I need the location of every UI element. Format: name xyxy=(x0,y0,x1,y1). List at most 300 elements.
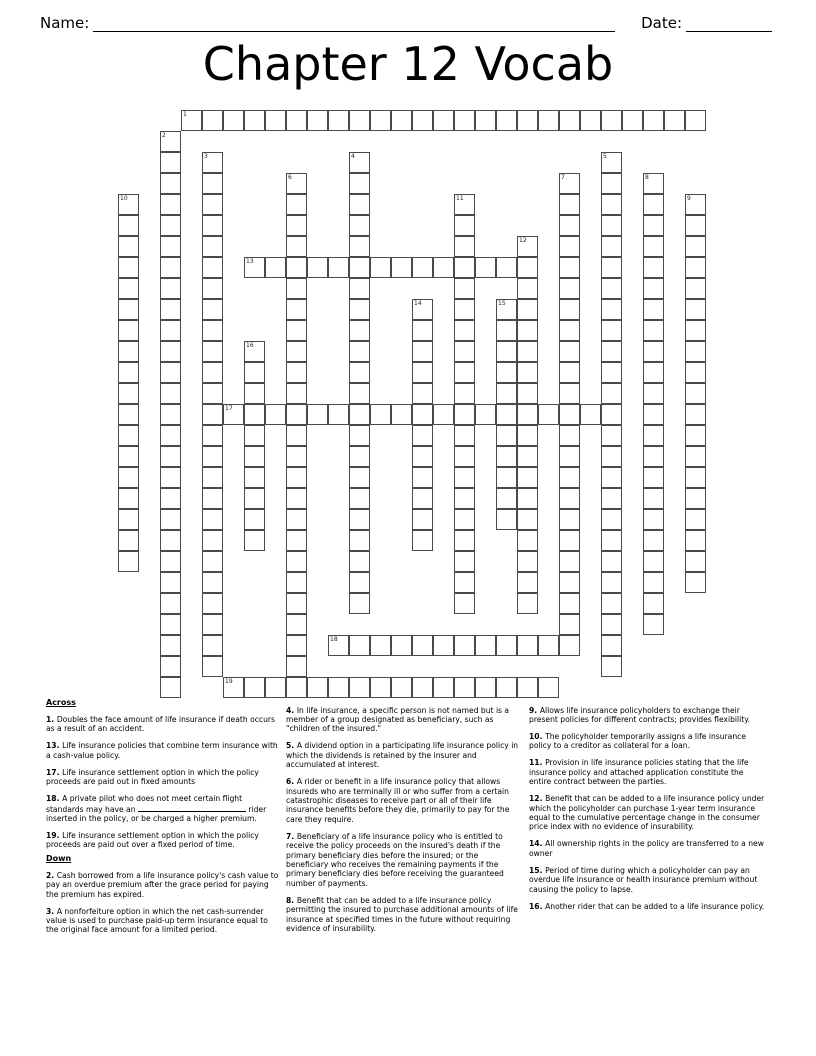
crossword-cell[interactable] xyxy=(475,404,496,425)
crossword-cell[interactable] xyxy=(349,362,370,383)
crossword-cell[interactable] xyxy=(685,278,706,299)
crossword-cell[interactable] xyxy=(496,488,517,509)
crossword-cell[interactable] xyxy=(580,110,601,131)
crossword-cell[interactable] xyxy=(286,614,307,635)
crossword-cell[interactable] xyxy=(685,425,706,446)
crossword-cell[interactable] xyxy=(412,425,433,446)
crossword-cell[interactable] xyxy=(517,509,538,530)
crossword-cell[interactable] xyxy=(160,530,181,551)
crossword-cell[interactable] xyxy=(559,362,580,383)
crossword-cell[interactable] xyxy=(412,635,433,656)
crossword-cell[interactable] xyxy=(160,320,181,341)
crossword-cell[interactable] xyxy=(454,362,475,383)
crossword-cell[interactable] xyxy=(454,404,475,425)
crossword-cell[interactable] xyxy=(517,635,538,656)
crossword-cell[interactable] xyxy=(454,299,475,320)
crossword-cell[interactable] xyxy=(223,404,244,425)
crossword-cell[interactable] xyxy=(286,530,307,551)
crossword-cell[interactable] xyxy=(601,572,622,593)
crossword-cell[interactable] xyxy=(643,194,664,215)
crossword-cell[interactable] xyxy=(286,173,307,194)
crossword-cell[interactable] xyxy=(601,635,622,656)
crossword-cell[interactable] xyxy=(517,341,538,362)
crossword-cell[interactable] xyxy=(643,509,664,530)
crossword-cell[interactable] xyxy=(349,341,370,362)
crossword-cell[interactable] xyxy=(265,257,286,278)
crossword-cell[interactable] xyxy=(559,341,580,362)
crossword-cell[interactable] xyxy=(118,299,139,320)
crossword-cell[interactable] xyxy=(601,488,622,509)
crossword-cell[interactable] xyxy=(496,677,517,698)
crossword-cell[interactable] xyxy=(517,404,538,425)
crossword-cell[interactable] xyxy=(286,299,307,320)
crossword-cell[interactable] xyxy=(496,362,517,383)
crossword-cell[interactable] xyxy=(601,404,622,425)
crossword-cell[interactable] xyxy=(643,572,664,593)
crossword-cell[interactable] xyxy=(685,110,706,131)
crossword-cell[interactable] xyxy=(538,404,559,425)
crossword-cell[interactable] xyxy=(328,110,349,131)
crossword-cell[interactable] xyxy=(601,299,622,320)
crossword-cell[interactable] xyxy=(559,278,580,299)
crossword-cell[interactable] xyxy=(601,593,622,614)
crossword-cell[interactable] xyxy=(118,236,139,257)
crossword-cell[interactable] xyxy=(118,530,139,551)
crossword-cell[interactable] xyxy=(622,110,643,131)
crossword-cell[interactable] xyxy=(517,362,538,383)
crossword-cell[interactable] xyxy=(349,635,370,656)
crossword-cell[interactable] xyxy=(433,110,454,131)
crossword-cell[interactable] xyxy=(643,530,664,551)
crossword-cell[interactable] xyxy=(685,404,706,425)
crossword-cell[interactable] xyxy=(202,194,223,215)
crossword-cell[interactable] xyxy=(160,257,181,278)
crossword-cell[interactable] xyxy=(643,446,664,467)
crossword-cell[interactable] xyxy=(454,257,475,278)
crossword-cell[interactable] xyxy=(223,110,244,131)
crossword-cell[interactable] xyxy=(244,404,265,425)
crossword-cell[interactable] xyxy=(685,194,706,215)
crossword-cell[interactable] xyxy=(559,635,580,656)
crossword-cell[interactable] xyxy=(202,110,223,131)
crossword-cell[interactable] xyxy=(601,194,622,215)
crossword-cell[interactable] xyxy=(412,677,433,698)
crossword-cell[interactable] xyxy=(559,593,580,614)
crossword-cell[interactable] xyxy=(349,173,370,194)
crossword-cell[interactable] xyxy=(559,572,580,593)
crossword-cell[interactable] xyxy=(412,467,433,488)
crossword-cell[interactable] xyxy=(454,110,475,131)
crossword-cell[interactable] xyxy=(643,299,664,320)
crossword-cell[interactable] xyxy=(643,614,664,635)
crossword-cell[interactable] xyxy=(496,467,517,488)
crossword-cell[interactable] xyxy=(643,173,664,194)
crossword-cell[interactable] xyxy=(559,257,580,278)
crossword-cell[interactable] xyxy=(265,404,286,425)
crossword-cell[interactable] xyxy=(559,299,580,320)
crossword-cell[interactable] xyxy=(202,509,223,530)
crossword-cell[interactable] xyxy=(433,677,454,698)
crossword-cell[interactable] xyxy=(685,551,706,572)
crossword-cell[interactable] xyxy=(118,425,139,446)
crossword-cell[interactable] xyxy=(475,257,496,278)
crossword-cell[interactable] xyxy=(601,530,622,551)
crossword-cell[interactable] xyxy=(202,446,223,467)
crossword-cell[interactable] xyxy=(370,404,391,425)
crossword-cell[interactable] xyxy=(559,446,580,467)
crossword-cell[interactable] xyxy=(643,341,664,362)
crossword-cell[interactable] xyxy=(685,215,706,236)
crossword-cell[interactable] xyxy=(349,257,370,278)
crossword-cell[interactable] xyxy=(118,383,139,404)
crossword-cell[interactable] xyxy=(307,404,328,425)
crossword-cell[interactable] xyxy=(601,110,622,131)
crossword-cell[interactable] xyxy=(160,278,181,299)
crossword-cell[interactable] xyxy=(496,299,517,320)
crossword-cell[interactable] xyxy=(601,383,622,404)
crossword-cell[interactable] xyxy=(538,110,559,131)
crossword-cell[interactable] xyxy=(160,236,181,257)
crossword-cell[interactable] xyxy=(349,215,370,236)
crossword-cell[interactable] xyxy=(286,593,307,614)
crossword-cell[interactable] xyxy=(580,404,601,425)
crossword-cell[interactable] xyxy=(160,467,181,488)
crossword-cell[interactable] xyxy=(454,425,475,446)
crossword-cell[interactable] xyxy=(517,551,538,572)
crossword-cell[interactable] xyxy=(643,236,664,257)
crossword-cell[interactable] xyxy=(118,194,139,215)
crossword-cell[interactable] xyxy=(643,425,664,446)
crossword-cell[interactable] xyxy=(286,656,307,677)
crossword-cell[interactable] xyxy=(307,257,328,278)
crossword-cell[interactable] xyxy=(202,551,223,572)
crossword-cell[interactable] xyxy=(454,194,475,215)
crossword-cell[interactable] xyxy=(643,593,664,614)
crossword-cell[interactable] xyxy=(370,257,391,278)
crossword-cell[interactable] xyxy=(601,236,622,257)
crossword-cell[interactable] xyxy=(286,446,307,467)
crossword-cell[interactable] xyxy=(349,404,370,425)
crossword-cell[interactable] xyxy=(601,152,622,173)
crossword-cell[interactable] xyxy=(475,635,496,656)
crossword-cell[interactable] xyxy=(412,404,433,425)
crossword-cell[interactable] xyxy=(517,110,538,131)
crossword-cell[interactable] xyxy=(412,341,433,362)
crossword-cell[interactable] xyxy=(454,383,475,404)
crossword-cell[interactable] xyxy=(412,299,433,320)
crossword-cell[interactable] xyxy=(202,278,223,299)
crossword-cell[interactable] xyxy=(244,446,265,467)
crossword-cell[interactable] xyxy=(244,110,265,131)
crossword-cell[interactable] xyxy=(286,257,307,278)
crossword-cell[interactable] xyxy=(118,467,139,488)
crossword-cell[interactable] xyxy=(118,320,139,341)
crossword-cell[interactable] xyxy=(454,320,475,341)
crossword-cell[interactable] xyxy=(244,467,265,488)
crossword-cell[interactable] xyxy=(643,467,664,488)
crossword-cell[interactable] xyxy=(685,362,706,383)
crossword-cell[interactable] xyxy=(517,278,538,299)
crossword-cell[interactable] xyxy=(328,635,349,656)
crossword-cell[interactable] xyxy=(601,425,622,446)
crossword-cell[interactable] xyxy=(286,572,307,593)
crossword-cell[interactable] xyxy=(202,173,223,194)
crossword-cell[interactable] xyxy=(685,383,706,404)
crossword-cell[interactable] xyxy=(496,404,517,425)
crossword-cell[interactable] xyxy=(349,446,370,467)
crossword-cell[interactable] xyxy=(202,341,223,362)
crossword-cell[interactable] xyxy=(685,299,706,320)
crossword-cell[interactable] xyxy=(328,404,349,425)
crossword-cell[interactable] xyxy=(118,362,139,383)
crossword-cell[interactable] xyxy=(202,614,223,635)
crossword-cell[interactable] xyxy=(433,635,454,656)
crossword-cell[interactable] xyxy=(496,257,517,278)
crossword-cell[interactable] xyxy=(160,551,181,572)
crossword-cell[interactable] xyxy=(244,257,265,278)
crossword-cell[interactable] xyxy=(643,488,664,509)
crossword-cell[interactable] xyxy=(286,383,307,404)
crossword-cell[interactable] xyxy=(454,635,475,656)
crossword-cell[interactable] xyxy=(517,299,538,320)
name-blank-line[interactable] xyxy=(93,16,615,32)
crossword-cell[interactable] xyxy=(160,425,181,446)
crossword-cell[interactable] xyxy=(202,299,223,320)
date-blank-line[interactable] xyxy=(686,16,772,32)
crossword-cell[interactable] xyxy=(202,152,223,173)
crossword-cell[interactable] xyxy=(559,509,580,530)
crossword-cell[interactable] xyxy=(118,509,139,530)
crossword-cell[interactable] xyxy=(391,110,412,131)
crossword-cell[interactable] xyxy=(391,404,412,425)
crossword-cell[interactable] xyxy=(412,362,433,383)
crossword-cell[interactable] xyxy=(643,362,664,383)
crossword-cell[interactable] xyxy=(286,362,307,383)
crossword-cell[interactable] xyxy=(412,446,433,467)
crossword-cell[interactable] xyxy=(244,509,265,530)
crossword-cell[interactable] xyxy=(517,530,538,551)
crossword-cell[interactable] xyxy=(601,341,622,362)
crossword-cell[interactable] xyxy=(685,446,706,467)
crossword-cell[interactable] xyxy=(496,383,517,404)
crossword-cell[interactable] xyxy=(412,509,433,530)
crossword-cell[interactable] xyxy=(559,467,580,488)
crossword-cell[interactable] xyxy=(517,425,538,446)
crossword-cell[interactable] xyxy=(685,257,706,278)
crossword-cell[interactable] xyxy=(349,572,370,593)
crossword-cell[interactable] xyxy=(433,404,454,425)
crossword-cell[interactable] xyxy=(202,236,223,257)
crossword-cell[interactable] xyxy=(454,572,475,593)
crossword-cell[interactable] xyxy=(349,467,370,488)
crossword-cell[interactable] xyxy=(160,383,181,404)
crossword-cell[interactable] xyxy=(328,257,349,278)
crossword-cell[interactable] xyxy=(454,593,475,614)
crossword-cell[interactable] xyxy=(160,446,181,467)
crossword-cell[interactable] xyxy=(538,677,559,698)
crossword-cell[interactable] xyxy=(643,404,664,425)
crossword-cell[interactable] xyxy=(160,509,181,530)
crossword-cell[interactable] xyxy=(643,278,664,299)
crossword-cell[interactable] xyxy=(454,467,475,488)
crossword-cell[interactable] xyxy=(265,677,286,698)
crossword-cell[interactable] xyxy=(349,299,370,320)
crossword-cell[interactable] xyxy=(517,677,538,698)
crossword-cell[interactable] xyxy=(517,446,538,467)
crossword-cell[interactable] xyxy=(349,593,370,614)
crossword-cell[interactable] xyxy=(349,110,370,131)
crossword-cell[interactable] xyxy=(496,110,517,131)
crossword-cell[interactable] xyxy=(370,635,391,656)
crossword-cell[interactable] xyxy=(160,593,181,614)
crossword-cell[interactable] xyxy=(559,551,580,572)
crossword-cell[interactable] xyxy=(202,257,223,278)
crossword-cell[interactable] xyxy=(349,383,370,404)
crossword-cell[interactable] xyxy=(559,383,580,404)
crossword-cell[interactable] xyxy=(160,572,181,593)
crossword-cell[interactable] xyxy=(643,383,664,404)
crossword-cell[interactable] xyxy=(412,320,433,341)
crossword-cell[interactable] xyxy=(286,677,307,698)
crossword-cell[interactable] xyxy=(517,593,538,614)
crossword-cell[interactable] xyxy=(517,467,538,488)
crossword-cell[interactable] xyxy=(244,383,265,404)
crossword-cell[interactable] xyxy=(307,110,328,131)
crossword-cell[interactable] xyxy=(181,110,202,131)
crossword-cell[interactable] xyxy=(202,425,223,446)
crossword-cell[interactable] xyxy=(286,194,307,215)
crossword-cell[interactable] xyxy=(118,446,139,467)
crossword-cell[interactable] xyxy=(454,551,475,572)
crossword-cell[interactable] xyxy=(370,110,391,131)
crossword-cell[interactable] xyxy=(559,404,580,425)
crossword-cell[interactable] xyxy=(118,488,139,509)
crossword-cell[interactable] xyxy=(643,551,664,572)
crossword-cell[interactable] xyxy=(643,110,664,131)
crossword-cell[interactable] xyxy=(559,614,580,635)
crossword-cell[interactable] xyxy=(475,110,496,131)
crossword-cell[interactable] xyxy=(202,488,223,509)
crossword-cell[interactable] xyxy=(538,635,559,656)
crossword-cell[interactable] xyxy=(685,236,706,257)
crossword-cell[interactable] xyxy=(286,215,307,236)
crossword-cell[interactable] xyxy=(601,509,622,530)
crossword-cell[interactable] xyxy=(517,236,538,257)
crossword-cell[interactable] xyxy=(286,110,307,131)
crossword-cell[interactable] xyxy=(412,488,433,509)
crossword-cell[interactable] xyxy=(391,257,412,278)
crossword-cell[interactable] xyxy=(244,362,265,383)
crossword-cell[interactable] xyxy=(160,362,181,383)
crossword-cell[interactable] xyxy=(160,299,181,320)
crossword-cell[interactable] xyxy=(286,278,307,299)
crossword-cell[interactable] xyxy=(349,236,370,257)
crossword-cell[interactable] xyxy=(391,677,412,698)
crossword-cell[interactable] xyxy=(286,404,307,425)
crossword-cell[interactable] xyxy=(559,236,580,257)
crossword-cell[interactable] xyxy=(202,572,223,593)
crossword-cell[interactable] xyxy=(160,677,181,698)
crossword-cell[interactable] xyxy=(118,278,139,299)
crossword-cell[interactable] xyxy=(685,488,706,509)
crossword-cell[interactable] xyxy=(328,677,349,698)
crossword-cell[interactable] xyxy=(685,341,706,362)
crossword-cell[interactable] xyxy=(559,488,580,509)
crossword-cell[interactable] xyxy=(244,425,265,446)
crossword-cell[interactable] xyxy=(517,383,538,404)
crossword-cell[interactable] xyxy=(160,656,181,677)
crossword-cell[interactable] xyxy=(202,593,223,614)
crossword-cell[interactable] xyxy=(118,257,139,278)
crossword-cell[interactable] xyxy=(559,320,580,341)
crossword-cell[interactable] xyxy=(118,215,139,236)
crossword-cell[interactable] xyxy=(349,278,370,299)
crossword-cell[interactable] xyxy=(664,110,685,131)
crossword-cell[interactable] xyxy=(286,425,307,446)
crossword-cell[interactable] xyxy=(202,467,223,488)
crossword-cell[interactable] xyxy=(559,110,580,131)
crossword-cell[interactable] xyxy=(559,215,580,236)
crossword-cell[interactable] xyxy=(349,320,370,341)
crossword-cell[interactable] xyxy=(160,404,181,425)
crossword-cell[interactable] xyxy=(412,257,433,278)
crossword-cell[interactable] xyxy=(286,467,307,488)
crossword-cell[interactable] xyxy=(202,362,223,383)
crossword-cell[interactable] xyxy=(244,530,265,551)
crossword-cell[interactable] xyxy=(685,572,706,593)
crossword-cell[interactable] xyxy=(265,110,286,131)
crossword-cell[interactable] xyxy=(223,677,244,698)
crossword-cell[interactable] xyxy=(160,614,181,635)
crossword-cell[interactable] xyxy=(454,488,475,509)
crossword-cell[interactable] xyxy=(559,530,580,551)
crossword-cell[interactable] xyxy=(517,257,538,278)
crossword-cell[interactable] xyxy=(601,215,622,236)
crossword-cell[interactable] xyxy=(685,530,706,551)
crossword-cell[interactable] xyxy=(643,320,664,341)
crossword-cell[interactable] xyxy=(202,320,223,341)
crossword-cell[interactable] xyxy=(475,677,496,698)
crossword-cell[interactable] xyxy=(286,509,307,530)
crossword-cell[interactable] xyxy=(685,467,706,488)
crossword-cell[interactable] xyxy=(160,488,181,509)
crossword-cell[interactable] xyxy=(160,194,181,215)
crossword-cell[interactable] xyxy=(685,509,706,530)
crossword-cell[interactable] xyxy=(202,656,223,677)
crossword-cell[interactable] xyxy=(433,257,454,278)
crossword-cell[interactable] xyxy=(559,173,580,194)
crossword-cell[interactable] xyxy=(517,572,538,593)
crossword-cell[interactable] xyxy=(496,425,517,446)
crossword-cell[interactable] xyxy=(601,173,622,194)
crossword-cell[interactable] xyxy=(496,446,517,467)
crossword-cell[interactable] xyxy=(601,278,622,299)
crossword-cell[interactable] xyxy=(517,488,538,509)
crossword-cell[interactable] xyxy=(349,677,370,698)
crossword-cell[interactable] xyxy=(454,341,475,362)
crossword-cell[interactable] xyxy=(160,131,181,152)
crossword-cell[interactable] xyxy=(349,551,370,572)
crossword-cell[interactable] xyxy=(286,320,307,341)
crossword-cell[interactable] xyxy=(496,341,517,362)
crossword-cell[interactable] xyxy=(244,341,265,362)
crossword-cell[interactable] xyxy=(349,488,370,509)
crossword-cell[interactable] xyxy=(118,404,139,425)
crossword-cell[interactable] xyxy=(349,194,370,215)
crossword-cell[interactable] xyxy=(601,362,622,383)
crossword-cell[interactable] xyxy=(601,614,622,635)
crossword-cell[interactable] xyxy=(412,530,433,551)
